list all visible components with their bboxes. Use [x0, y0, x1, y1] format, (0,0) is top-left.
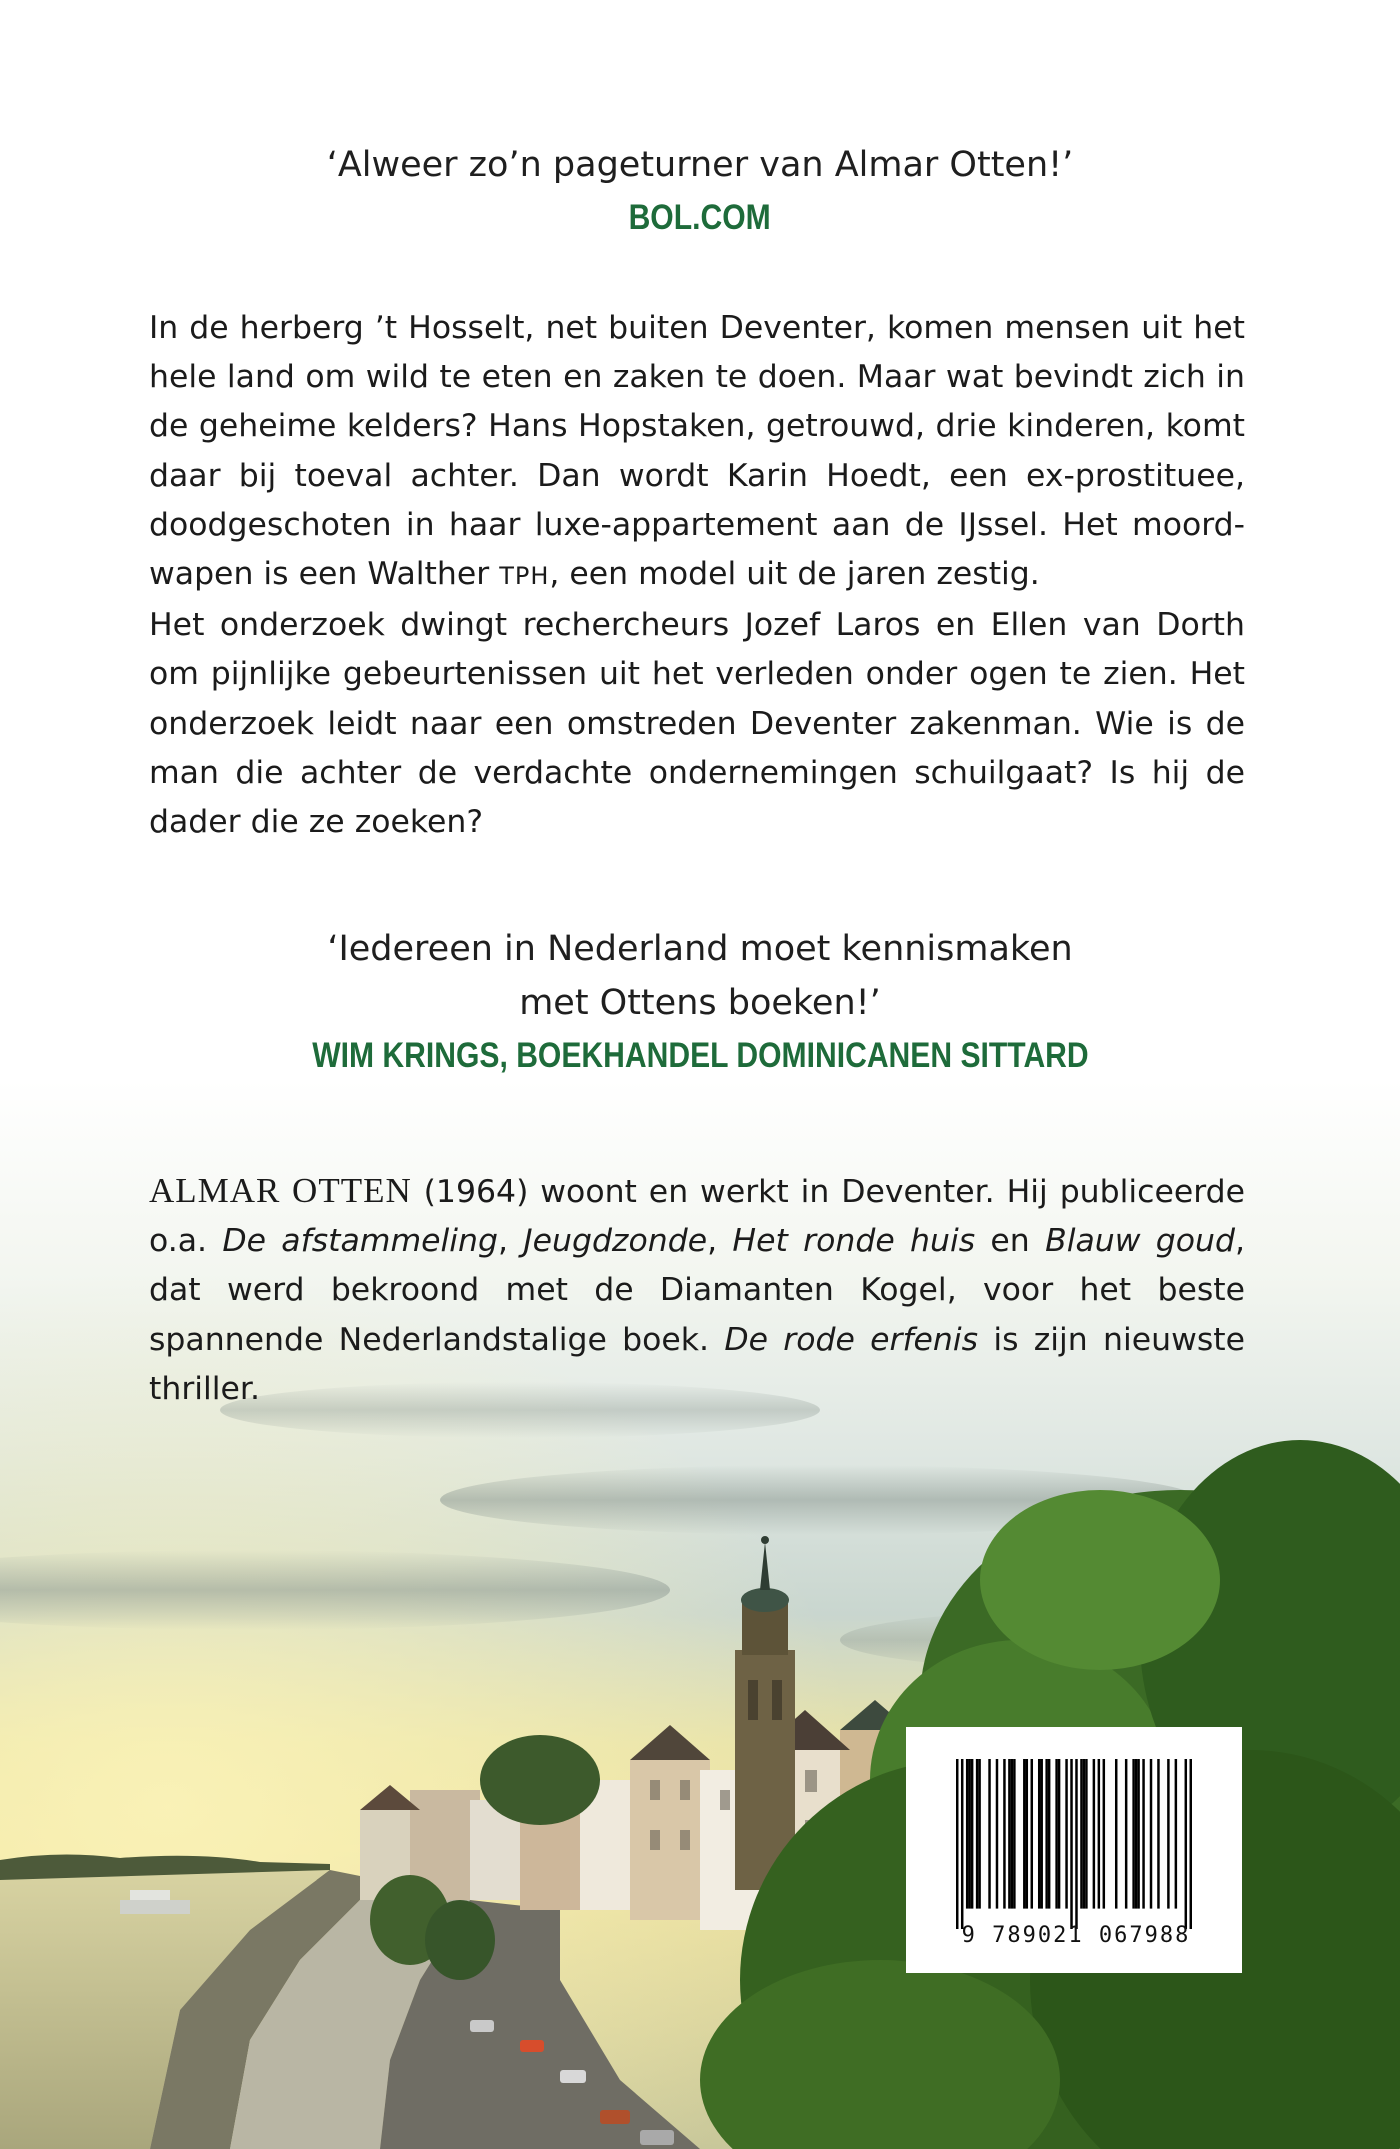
barcode-bar — [961, 1759, 963, 1929]
top-quote — [0, 138, 1400, 244]
bio-book-5: De rode erfenis — [724, 1321, 979, 1358]
barcode-bar — [1031, 1759, 1033, 1909]
barcode-bar — [1085, 1759, 1087, 1909]
barcode-bar — [1055, 1759, 1057, 1909]
barcode-bar — [1150, 1759, 1152, 1909]
barcode-bar — [966, 1759, 968, 1909]
author-bio — [149, 1166, 1245, 1414]
barcode-bar — [1135, 1759, 1137, 1909]
barcode-bar — [968, 1759, 970, 1909]
barcode-bar — [978, 1759, 980, 1909]
barcode-bars — [956, 1759, 1192, 1929]
blurb-paragraph-1 — [149, 304, 1245, 601]
bio-book-3: Het ronde huis — [732, 1223, 976, 1260]
middle-quote-line-1: ‘Iedereen in Nederland moet kennismaken — [327, 929, 1073, 969]
barcode-bar — [1023, 1759, 1025, 1909]
blurb-p1-tph: TPH — [499, 562, 550, 591]
isbn-barcode — [906, 1727, 1242, 1973]
barcode-bar — [1003, 1759, 1005, 1909]
barcode-bar — [971, 1759, 973, 1909]
barcode-bar — [1058, 1759, 1060, 1909]
barcode-bar — [1185, 1759, 1187, 1929]
barcode-bar — [1045, 1759, 1047, 1909]
bio-book-4: Blauw goud — [1045, 1223, 1236, 1260]
barcode-bar — [1011, 1759, 1013, 1909]
barcode-bar — [1065, 1759, 1067, 1909]
barcode-bar — [1190, 1759, 1192, 1929]
bio-paragraph — [149, 1166, 1245, 1414]
barcode-bar — [1013, 1759, 1015, 1909]
barcode-bar — [1083, 1759, 1085, 1909]
barcode-bar — [1080, 1759, 1082, 1909]
bio-text-1: (1964) woont en werkt in Deventer. Hij publiceerde o.a. — [149, 1174, 1245, 1260]
middle-quote-source: WIM KRINGS, BOEKHANDEL DOMINICANEN SITTARD — [311, 1036, 1089, 1075]
bio-text-2: , — [497, 1223, 524, 1260]
book-blurb — [149, 304, 1245, 847]
barcode-bar — [1093, 1759, 1095, 1909]
bio-book-1: De afstammeling — [222, 1223, 498, 1260]
barcode-bar — [1038, 1759, 1040, 1909]
barcode-bar — [1026, 1759, 1028, 1909]
barcode-bar — [1040, 1759, 1042, 1909]
top-quote-source: BOL.COM — [628, 198, 772, 237]
barcode-bar — [976, 1759, 978, 1909]
barcode-bar — [1115, 1759, 1117, 1909]
barcode-bar — [1075, 1759, 1077, 1929]
middle-quote-line-2: met Ottens boeken!’ — [519, 983, 881, 1023]
barcode-bar — [1137, 1759, 1139, 1909]
blurb-p1-a: In de herberg ’t Hosselt, net buiten Deventer, komen mensen uit het hele land om wild te eten en zaken te doen. Maar wat bevindt zich in de geheime kelders? Hans Hopstaken, getrouwd, drie kinderen, komt daar bij toeval achter. Dan wordt Karin Hoedt, een ex-prostituee, doodgeschoten in haar luxe-appartement aan de IJssel. Het moord-wapen is een Walther — [149, 310, 1245, 593]
barcode-bar — [1070, 1759, 1072, 1929]
barcode-bar — [1167, 1759, 1169, 1909]
bio-text-5: , dat werd bekroond met de Diamanten Kogel, voor het beste spannende Nederlandstalige boek. — [149, 1223, 1246, 1358]
barcode-bar — [1103, 1759, 1105, 1909]
barcode-bar — [1008, 1759, 1010, 1909]
barcode-bar — [1132, 1759, 1134, 1909]
top-quote-text: ‘Alweer zo’n pageturner van Almar Otten!’ — [326, 145, 1074, 185]
bio-text-3: , — [707, 1223, 733, 1260]
bio-book-2: Jeugdzonde — [523, 1223, 708, 1260]
middle-quote — [0, 922, 1400, 1082]
barcode-bar — [996, 1759, 998, 1909]
barcode-bar — [988, 1759, 990, 1909]
barcode-bar — [1125, 1759, 1127, 1909]
bio-text-4: en — [975, 1223, 1046, 1260]
bio-text-6: is zijn nieuwste thriller. — [149, 1321, 1246, 1407]
blurb-paragraph-2: Het onderzoek dwingt rechercheurs Jozef Laros en Ellen van Dorth om pijnlijke gebeurtenissen uit het verleden onder ogen te zien. Het onderzoek leidt naar een omstreden Deventer zakenman. Wie is de man die achter de verdachte ondernemingen schuilgaat? Is hij de dader die ze zoeken? — [149, 607, 1245, 841]
barcode-bar — [1142, 1759, 1144, 1909]
isbn-digits: 9 789021 067988 — [961, 1923, 1191, 1948]
barcode-bar — [956, 1759, 958, 1929]
barcode-bar — [1048, 1759, 1050, 1909]
blurb-p1-b: , een model uit de jaren zestig. — [549, 556, 1040, 593]
barcode-bar — [1098, 1759, 1100, 1909]
barcode-bar — [1157, 1759, 1159, 1909]
bio-author-name: ALMAR OTTEN — [149, 1171, 412, 1210]
barcode-bar — [1175, 1759, 1177, 1909]
